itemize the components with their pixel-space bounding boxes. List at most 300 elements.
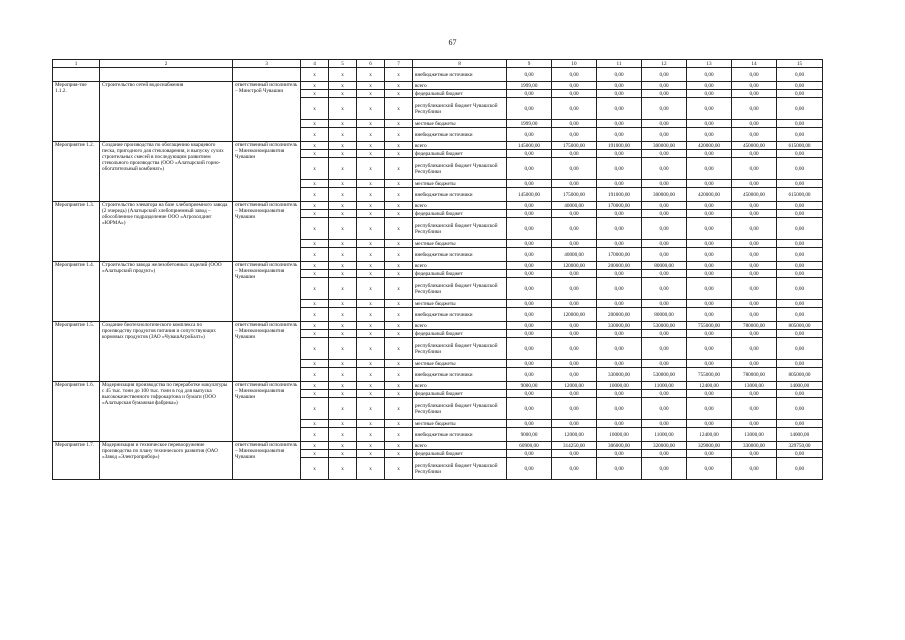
value-cell: 0,00 <box>732 338 777 360</box>
value-cell: 0,00 <box>732 202 777 210</box>
value-cell: 80000,00 <box>642 262 687 270</box>
value-cell: 0,00 <box>552 128 597 142</box>
value-cell: 170000,00 <box>597 202 642 210</box>
x-mark: х <box>301 442 329 450</box>
value-cell: 1999,00 <box>507 120 552 128</box>
measure-executor: ответственный исполнитель – Минэкономразвития Чувашии <box>233 382 301 442</box>
x-mark: х <box>357 142 385 150</box>
funding-source: федеральный бюджет <box>413 210 507 218</box>
x-mark: х <box>329 218 357 240</box>
value-cell: 0,00 <box>732 240 777 248</box>
value-cell: 615000,00 <box>777 142 823 150</box>
x-mark: х <box>329 368 357 382</box>
value-cell: 530000,00 <box>642 322 687 330</box>
value-cell: 0,00 <box>507 330 552 338</box>
x-mark: х <box>329 142 357 150</box>
value-cell: 0,00 <box>732 90 777 98</box>
table-row <box>53 262 823 270</box>
value-cell: 0,00 <box>777 202 823 210</box>
x-mark: х <box>357 360 385 368</box>
value-cell: 0,00 <box>732 68 777 82</box>
value-cell: 0,00 <box>777 262 823 270</box>
value-cell: 0,00 <box>642 150 687 158</box>
value-cell: 145000,00 <box>507 188 552 202</box>
value-cell: 0,00 <box>597 158 642 180</box>
x-mark: х <box>385 82 413 90</box>
value-cell: 9000,00 <box>507 428 552 442</box>
value-cell: 0,00 <box>732 330 777 338</box>
value-cell: 0,00 <box>552 360 597 368</box>
value-cell: 0,00 <box>777 120 823 128</box>
value-cell: 0,00 <box>507 210 552 218</box>
value-cell: 0,00 <box>597 68 642 82</box>
x-mark: х <box>357 322 385 330</box>
value-cell: 0,00 <box>507 68 552 82</box>
funding-source: всего <box>413 322 507 330</box>
value-cell: 0,00 <box>777 150 823 158</box>
x-mark: х <box>385 202 413 210</box>
value-cell: 12000,00 <box>552 428 597 442</box>
value-cell: 450000,00 <box>732 188 777 202</box>
funding-source: местные бюджеты <box>413 360 507 368</box>
value-cell: 40000,00 <box>552 202 597 210</box>
funding-source: республиканский бюджет Чувашской Республики <box>413 338 507 360</box>
value-cell: 0,00 <box>687 240 732 248</box>
x-mark: х <box>385 68 413 82</box>
measure-name-cell <box>100 68 233 82</box>
header-cell: 12 <box>642 60 687 68</box>
value-cell: 0,00 <box>777 158 823 180</box>
x-mark: х <box>301 240 329 248</box>
x-mark: х <box>301 270 329 278</box>
value-cell: 0,00 <box>642 360 687 368</box>
value-cell: 0,00 <box>732 218 777 240</box>
value-cell: 0,00 <box>507 450 552 458</box>
x-mark: х <box>329 420 357 428</box>
value-cell: 0,00 <box>642 458 687 480</box>
value-cell: 0,00 <box>507 390 552 398</box>
value-cell: 0,00 <box>732 390 777 398</box>
x-mark: х <box>301 248 329 262</box>
value-cell: 0,00 <box>507 90 552 98</box>
x-mark: х <box>385 188 413 202</box>
x-mark: х <box>329 240 357 248</box>
value-cell: 0,00 <box>642 120 687 128</box>
value-cell: 0,00 <box>687 262 732 270</box>
value-cell: 615000,00 <box>777 188 823 202</box>
value-cell: 0,00 <box>687 158 732 180</box>
value-cell: 11000,00 <box>642 382 687 390</box>
value-cell: 314250,00 <box>552 442 597 450</box>
value-cell: 0,00 <box>732 158 777 180</box>
value-cell: 0,00 <box>777 390 823 398</box>
x-mark: х <box>301 90 329 98</box>
x-mark: х <box>357 240 385 248</box>
value-cell: 200000,00 <box>597 308 642 322</box>
x-mark: х <box>329 360 357 368</box>
value-cell: 0,00 <box>597 218 642 240</box>
x-mark: х <box>329 270 357 278</box>
x-mark: х <box>385 142 413 150</box>
measure-name: Создание биотехнологического комплекса по производству продуктов питания и сопутствующих кормовых продуктов (ЗАО «ЧувашАгроБалт») <box>100 322 233 382</box>
x-mark: х <box>301 150 329 158</box>
x-mark: х <box>301 382 329 390</box>
x-mark: х <box>385 442 413 450</box>
funding-source: всего <box>413 142 507 150</box>
x-mark: х <box>329 90 357 98</box>
x-mark: х <box>357 210 385 218</box>
measure-name: Строительство завода железобетонных изделий (ООО «Алатырский продукт») <box>100 262 233 322</box>
value-cell: 0,00 <box>687 128 732 142</box>
funding-source: местные бюджеты <box>413 240 507 248</box>
value-cell: 530000,00 <box>642 368 687 382</box>
header-cell: 13 <box>687 60 732 68</box>
x-mark: х <box>385 128 413 142</box>
value-cell: 1999,00 <box>507 82 552 90</box>
x-mark: х <box>385 248 413 262</box>
header-cell: 15 <box>777 60 823 68</box>
value-cell: 10000,00 <box>597 428 642 442</box>
value-cell: 0,00 <box>597 270 642 278</box>
header-cell: 9 <box>507 60 552 68</box>
value-cell: 0,00 <box>687 450 732 458</box>
value-cell: 0,00 <box>687 210 732 218</box>
measure-code: Мероприятие 1.6. <box>53 382 100 442</box>
value-cell: 0,00 <box>687 98 732 120</box>
value-cell: 0,00 <box>507 218 552 240</box>
value-cell: 0,00 <box>777 248 823 262</box>
value-cell: 0,00 <box>687 68 732 82</box>
header-cell: 10 <box>552 60 597 68</box>
measure-executor: ответственный исполнитель – Минэкономразвития Чувашии <box>233 442 301 480</box>
value-cell: 0,00 <box>552 450 597 458</box>
value-cell: 0,00 <box>687 338 732 360</box>
value-cell: 0,00 <box>642 98 687 120</box>
value-cell: 9000,00 <box>507 382 552 390</box>
measure-executor: ответственный исполнитель – Минэкономразвития Чувашии <box>233 202 301 262</box>
x-mark: х <box>357 428 385 442</box>
x-mark: х <box>385 390 413 398</box>
value-cell: 0,00 <box>732 450 777 458</box>
funding-source: внебюджетные источники <box>413 368 507 382</box>
value-cell: 0,00 <box>687 82 732 90</box>
x-mark: х <box>357 390 385 398</box>
x-mark: х <box>301 338 329 360</box>
value-cell: 0,00 <box>597 420 642 428</box>
value-cell: 0,00 <box>552 90 597 98</box>
value-cell: 0,00 <box>507 270 552 278</box>
funding-source: всего <box>413 262 507 270</box>
x-mark: х <box>357 68 385 82</box>
x-mark: х <box>385 262 413 270</box>
value-cell: 0,00 <box>732 398 777 420</box>
value-cell: 0,00 <box>732 300 777 308</box>
value-cell: 0,00 <box>777 300 823 308</box>
funding-source: местные бюджеты <box>413 180 507 188</box>
x-mark: х <box>301 218 329 240</box>
measure-code-cell <box>53 68 100 82</box>
value-cell: 0,00 <box>552 82 597 90</box>
value-cell: 80000,00 <box>642 308 687 322</box>
value-cell: 0,00 <box>777 330 823 338</box>
funding-source: федеральный бюджет <box>413 150 507 158</box>
value-cell: 0,00 <box>687 90 732 98</box>
x-mark: х <box>301 450 329 458</box>
x-mark: х <box>301 158 329 180</box>
value-cell: 12400,00 <box>687 428 732 442</box>
x-mark: х <box>385 360 413 368</box>
value-cell: 0,00 <box>687 278 732 300</box>
value-cell: 0,00 <box>642 218 687 240</box>
value-cell: 0,00 <box>777 360 823 368</box>
funding-source: внебюджетные источники <box>413 128 507 142</box>
table-row <box>53 82 823 90</box>
x-mark: х <box>329 442 357 450</box>
x-mark: х <box>301 202 329 210</box>
x-mark: х <box>357 98 385 120</box>
table-row <box>53 142 823 150</box>
value-cell: 0,00 <box>507 278 552 300</box>
value-cell: 120000,00 <box>552 308 597 322</box>
value-cell: 14000,00 <box>777 382 823 390</box>
value-cell: 0,00 <box>732 262 777 270</box>
measure-name: Модернизация производства по переработке макулатуры с 45 тыс. тонн до 100 тыс. тонн в год для выпуска высококачественного гофрокартона и бумаги (ООО «Алатырская бумажная фабрика») <box>100 382 233 442</box>
value-cell: 0,00 <box>642 128 687 142</box>
x-mark: х <box>329 322 357 330</box>
x-mark: х <box>329 428 357 442</box>
value-cell: 0,00 <box>597 458 642 480</box>
value-cell: 11000,00 <box>642 428 687 442</box>
value-cell: 191000,00 <box>597 188 642 202</box>
x-mark: х <box>357 188 385 202</box>
value-cell: 420000,00 <box>687 142 732 150</box>
value-cell: 0,00 <box>732 120 777 128</box>
value-cell: 0,00 <box>507 128 552 142</box>
value-cell: 12400,00 <box>687 382 732 390</box>
value-cell: 450000,00 <box>732 142 777 150</box>
value-cell: 780000,00 <box>732 368 777 382</box>
x-mark: х <box>329 248 357 262</box>
value-cell: 0,00 <box>777 90 823 98</box>
x-mark: х <box>301 322 329 330</box>
funding-source: федеральный бюджет <box>413 450 507 458</box>
header-cell: 14 <box>732 60 777 68</box>
x-mark: х <box>357 330 385 338</box>
x-mark: х <box>301 368 329 382</box>
value-cell: 0,00 <box>552 98 597 120</box>
x-mark: х <box>385 382 413 390</box>
measure-code: Мероприятие 1.4. <box>53 262 100 322</box>
value-cell: 0,00 <box>597 390 642 398</box>
value-cell: 0,00 <box>507 300 552 308</box>
table-row <box>53 202 823 210</box>
value-cell: 0,00 <box>687 150 732 158</box>
measure-name: Создание производства по обогащению кварцевого песка, пригодного для стекловарения, и выпуску сухих строительных смесей в последующим развитием стекольного производства (ООО «Алатырский горно-обогатительный комбинат») <box>100 142 233 202</box>
x-mark: х <box>329 382 357 390</box>
funding-source: всего <box>413 382 507 390</box>
funding-source: всего <box>413 82 507 90</box>
value-cell: 0,00 <box>552 180 597 188</box>
header-cell: 4 <box>301 60 329 68</box>
x-mark: х <box>385 278 413 300</box>
value-cell: 0,00 <box>642 68 687 82</box>
x-mark: х <box>385 158 413 180</box>
value-cell: 329000,00 <box>687 442 732 450</box>
value-cell: 0,00 <box>552 322 597 330</box>
value-cell: 0,00 <box>507 158 552 180</box>
x-mark: х <box>301 278 329 300</box>
value-cell: 0,00 <box>732 150 777 158</box>
value-cell: 0,00 <box>597 398 642 420</box>
x-mark: х <box>301 142 329 150</box>
x-mark: х <box>385 210 413 218</box>
x-mark: х <box>357 128 385 142</box>
x-mark: х <box>357 158 385 180</box>
value-cell: 0,00 <box>687 390 732 398</box>
measure-code: Мероприятие 1.7. <box>53 442 100 480</box>
value-cell: 145000,00 <box>507 142 552 150</box>
value-cell: 0,00 <box>687 202 732 210</box>
value-cell: 0,00 <box>507 458 552 480</box>
x-mark: х <box>385 368 413 382</box>
value-cell: 0,00 <box>507 322 552 330</box>
x-mark: х <box>385 218 413 240</box>
x-mark: х <box>329 202 357 210</box>
header-cell: 1 <box>53 60 100 68</box>
value-cell: 0,00 <box>642 390 687 398</box>
x-mark: х <box>385 450 413 458</box>
x-mark: х <box>329 210 357 218</box>
value-cell: 0,00 <box>507 420 552 428</box>
value-cell: 0,00 <box>777 308 823 322</box>
value-cell: 300000,00 <box>642 188 687 202</box>
x-mark: х <box>301 82 329 90</box>
value-cell: 0,00 <box>507 262 552 270</box>
value-cell: 0,00 <box>642 240 687 248</box>
value-cell: 0,00 <box>507 398 552 420</box>
x-mark: х <box>301 360 329 368</box>
value-cell: 60900,00 <box>507 442 552 450</box>
measure-executor: ответственный исполнитель – Минэкономразвития Чувашии <box>233 322 301 382</box>
table-row <box>53 442 823 450</box>
x-mark: х <box>301 262 329 270</box>
x-mark: х <box>329 390 357 398</box>
funding-source: республиканский бюджет Чувашской Республики <box>413 218 507 240</box>
funding-source: федеральный бюджет <box>413 270 507 278</box>
value-cell: 0,00 <box>597 338 642 360</box>
value-cell: 0,00 <box>642 450 687 458</box>
x-mark: х <box>357 450 385 458</box>
x-mark: х <box>329 82 357 90</box>
value-cell: 0,00 <box>777 128 823 142</box>
x-mark: х <box>385 420 413 428</box>
funding-source: местные бюджеты <box>413 120 507 128</box>
value-cell: 0,00 <box>642 202 687 210</box>
x-mark: х <box>301 398 329 420</box>
value-cell: 0,00 <box>552 330 597 338</box>
x-mark: х <box>329 120 357 128</box>
value-cell: 0,00 <box>507 150 552 158</box>
value-cell: 0,00 <box>732 458 777 480</box>
value-cell: 0,00 <box>552 158 597 180</box>
x-mark: х <box>357 278 385 300</box>
funding-source: внебюджетные источники <box>413 428 507 442</box>
value-cell: 330000,00 <box>732 442 777 450</box>
value-cell: 0,00 <box>642 338 687 360</box>
value-cell: 0,00 <box>597 98 642 120</box>
value-cell: 0,00 <box>597 150 642 158</box>
x-mark: х <box>385 90 413 98</box>
value-cell: 0,00 <box>507 240 552 248</box>
x-mark: х <box>301 188 329 202</box>
value-cell: 0,00 <box>552 240 597 248</box>
value-cell: 0,00 <box>552 300 597 308</box>
value-cell: 0,00 <box>687 218 732 240</box>
value-cell: 805000,00 <box>777 322 823 330</box>
measure-code: Мероприятие 1.2. <box>53 142 100 202</box>
value-cell: 10000,00 <box>597 382 642 390</box>
value-cell: 0,00 <box>552 338 597 360</box>
value-cell: 170000,00 <box>597 248 642 262</box>
value-cell: 0,00 <box>687 420 732 428</box>
value-cell: 0,00 <box>777 98 823 120</box>
value-cell: 13000,00 <box>732 382 777 390</box>
value-cell: 0,00 <box>597 128 642 142</box>
funding-source: всего <box>413 202 507 210</box>
value-cell: 0,00 <box>687 180 732 188</box>
x-mark: х <box>357 202 385 210</box>
x-mark: х <box>357 90 385 98</box>
value-cell: 0,00 <box>552 278 597 300</box>
x-mark: х <box>301 330 329 338</box>
value-cell: 0,00 <box>597 278 642 300</box>
x-mark: х <box>301 120 329 128</box>
value-cell: 0,00 <box>642 210 687 218</box>
value-cell: 0,00 <box>732 308 777 322</box>
x-mark: х <box>357 382 385 390</box>
value-cell: 0,00 <box>687 270 732 278</box>
funding-source: республиканский бюджет Чувашской Республики <box>413 458 507 480</box>
value-cell: 0,00 <box>777 450 823 458</box>
value-cell: 175000,00 <box>552 142 597 150</box>
x-mark: х <box>329 278 357 300</box>
value-cell: 300000,00 <box>642 142 687 150</box>
header-cell: 5 <box>329 60 357 68</box>
value-cell: 0,00 <box>777 210 823 218</box>
measure-name: Строительство элеватора на базе хлебоприемного завода (2 очередь) (Алатырский хлебоприемный завод – обособленное подразделение ООО «Агрохолдинг «ЮРМА») <box>100 202 233 262</box>
value-cell: 0,00 <box>507 368 552 382</box>
value-cell: 0,00 <box>642 158 687 180</box>
value-cell: 0,00 <box>777 180 823 188</box>
value-cell: 0,00 <box>507 338 552 360</box>
table-row <box>53 382 823 390</box>
value-cell: 780000,00 <box>732 322 777 330</box>
x-mark: х <box>329 98 357 120</box>
x-mark: х <box>329 338 357 360</box>
x-mark: х <box>385 330 413 338</box>
value-cell: 0,00 <box>597 360 642 368</box>
table-row <box>53 322 823 330</box>
x-mark: х <box>357 82 385 90</box>
x-mark: х <box>301 128 329 142</box>
value-cell: 0,00 <box>597 330 642 338</box>
value-cell: 330000,00 <box>597 368 642 382</box>
value-cell: 0,00 <box>597 240 642 248</box>
value-cell: 0,00 <box>777 338 823 360</box>
value-cell: 40000,00 <box>552 248 597 262</box>
value-cell: 0,00 <box>507 308 552 322</box>
x-mark: х <box>329 300 357 308</box>
